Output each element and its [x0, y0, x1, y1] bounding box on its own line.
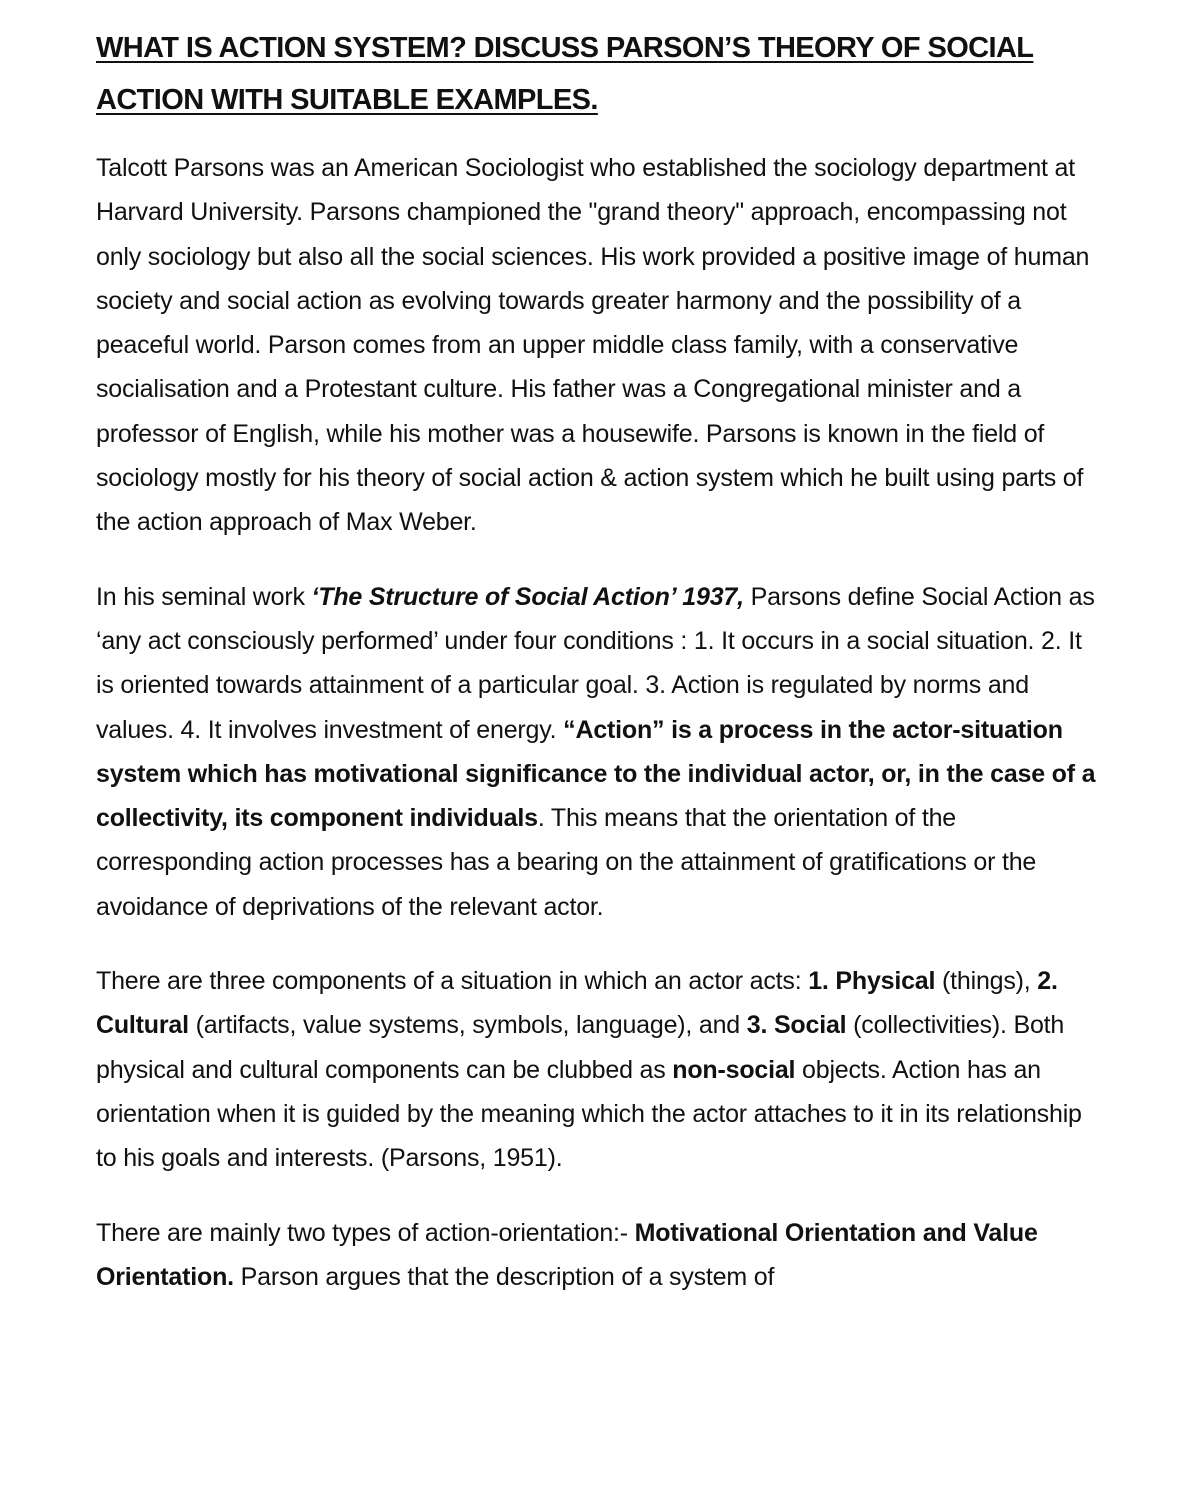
- text-run: There are mainly two types of action-orientation:-: [96, 1218, 635, 1247]
- document-title: WHAT IS ACTION SYSTEM? DISCUSS PARSON’S THEORY OF SOCIAL ACTION WITH SUITABLE EXAMPLES.: [96, 32, 1034, 116]
- text-run: (artifacts, value systems, symbols, language), and: [188, 1011, 747, 1040]
- paragraph-action-orientation: [96, 1211, 1106, 1300]
- action-definition-bold: “Action” is a process in the actor-situation system which has motivational significance to the individual actor, or, in the case of a collectivity, its component individuals: [96, 715, 1096, 833]
- text-run: In his seminal work: [96, 582, 312, 611]
- document-page: [96, 22, 1106, 1329]
- non-social-term: non-social: [672, 1055, 796, 1084]
- orientation-types-bold: Motivational Orientation and Value Orientation.: [96, 1218, 1038, 1291]
- text-run: Parson argues that the description of a system of: [233, 1262, 775, 1291]
- text-run: . This means that the orientation of the corresponding action processes has a bearing on the attainment of gratifications or the avoidance of deprivations of the relevant actor.: [96, 804, 1037, 921]
- paragraph-situation-components: [96, 959, 1106, 1180]
- component-social: 3. Social: [746, 1011, 847, 1040]
- text-run: (things),: [935, 967, 1038, 996]
- text-run: There are three components of a situation in which an actor acts:: [96, 967, 809, 996]
- text-run: Parsons define Social Action as ‘any act consciously performed’ under four conditions : 1. It occurs in a social situation. 2. It is oriented towards attainment of a particular goal. 3. Action is regulated by norms and values. 4. It involves investment of energy.: [96, 582, 1095, 744]
- text-run: (collectivities). Both physical and cultural components can be clubbed as: [96, 1011, 1065, 1084]
- component-physical: 1. Physical: [808, 967, 936, 996]
- paragraph-social-action-definition: [96, 575, 1106, 929]
- component-cultural: 2. Cultural: [96, 967, 1058, 1040]
- text-run: objects. Action has an orientation when it is guided by the meaning which the actor attaches to it in its relationship to his goals and interests. (Parsons, 1951).: [96, 1055, 1082, 1173]
- paragraph-intro: Talcott Parsons was an American Sociologist who established the sociology department at Harvard University. Parsons championed the "grand theory" approach, encompassing not only sociology but also all the social sciences. His work provided a positive image of human society and social action as evolving towards greater harmony and the possibility of a peaceful world. Parson comes from an upper middle class family, with a conservative socialisation and a Protestant culture. His father was a Congregational minister and a professor of English, while his mother was a housewife. Parsons is known in the field of sociology mostly for his theory of social action & action system which he built using parts of the action approach of Max Weber.: [96, 154, 1090, 537]
- book-title: ‘The Structure of Social Action’ 1937,: [311, 582, 744, 611]
